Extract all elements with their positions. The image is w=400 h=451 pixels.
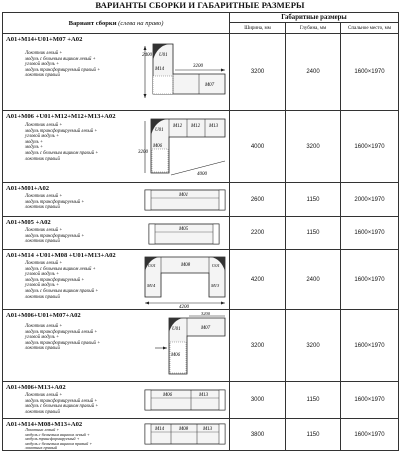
page-title: ВАРИАНТЫ СБОРКИ И ГАБАРИТНЫЕ РАЗМЕРЫ [95,0,305,10]
variant-description: Локотник левый + модуль с бельевым ящиком левый + угловой модуль + модуль трансформируемый + угловой модуль + модуль с бельевым ящиком правый + локотник правый [25,261,99,300]
width-value: 2600 [230,183,286,217]
svg-text:M13: M13 [211,283,220,288]
svg-text:M07: M07 [201,326,211,331]
variant-cell [3,183,230,217]
variant-description: Локотник левый + модуль трансформируемый левый + модуль с бельевым ящиком правый + локотник правый [25,393,99,415]
svg-text:M06: M06 [163,393,173,398]
layout-diagram [145,220,225,248]
variant-code: A01+M06+U01+M07+A02 [6,312,81,319]
table-row [3,217,399,250]
depth-value: 3200 [286,310,341,382]
sleep-value: 1600×1970 [341,382,399,419]
svg-text:M13: M13 [203,427,213,432]
sleep-value: 1600×1970 [341,111,399,183]
depth-value: 3200 [286,111,341,183]
svg-text:M08: M08 [179,427,189,432]
variant-code: A01+M14+M08+M13+A02 [6,421,83,428]
variant-code: A01+M06 +U01+M12+M12+M13+A02 [6,113,116,120]
svg-text:U01: U01 [155,128,164,133]
sleep-value: 1600×1970 [341,217,399,250]
width-value: 3000 [230,382,286,419]
table-row [3,34,399,111]
layout-diagram [143,312,229,380]
variant-code: A01+M14+U01+M07 +A02 [6,36,83,43]
width-value: 4200 [230,250,286,310]
variant-cell [3,34,230,111]
svg-text:M12: M12 [191,124,201,129]
width-value: 3200 [230,34,286,111]
depth-value: 2400 [286,250,341,310]
width-value: 4000 [230,111,286,183]
header-sleep: Спальное место, мм [341,23,399,34]
depth-value: 1150 [286,382,341,419]
layout-diagram [141,186,229,214]
width-value: 3200 [230,310,286,382]
sleep-value: 1600×1970 [341,310,399,382]
svg-text:M07: M07 [205,83,215,88]
svg-text:M01: M01 [179,193,189,198]
variant-cell [3,310,230,382]
table-row [3,183,399,217]
variant-description: Локотник левый + модуль трансформируемый левый + угловой модуль + модуль трансформируемый правый + локотник правый [25,324,101,352]
variant-code: A01+M06+M13+A02 [6,384,66,391]
depth-value: 1150 [286,419,341,451]
variant-code: A01+M01+A02 [6,185,50,192]
depth-value: 2400 [286,34,341,111]
dimension-label: 3200 [193,64,203,69]
layout-diagram [141,253,229,309]
layout-diagram [141,36,229,108]
variant-description: Локотник левый + модуль с бельевым ящиком левый + угловой модуль + модуль трансформируемый правый + локотник правый [25,51,101,79]
variant-code: A01+M14 +U01+M08 +U01+M13+A02 [6,252,116,259]
svg-text:M13: M13 [209,124,219,129]
svg-text:U01: U01 [212,263,220,268]
variant-code: A01+M05 +A02 [6,219,51,226]
variant-cell [3,250,230,310]
svg-text:M05: M05 [179,227,189,232]
variant-cell [3,111,230,183]
svg-text:M08: M08 [181,263,191,268]
svg-text:M14: M14 [155,67,165,72]
header-depth: Глубина, мм [286,23,341,34]
table-row [3,310,399,382]
svg-text:M06: M06 [171,353,181,358]
depth-value: 1150 [286,183,341,217]
header-width: Ширина, мм [230,23,286,34]
svg-text:U01: U01 [172,327,181,332]
layout-diagram [141,386,229,416]
variant-description: Локотник левый + модуль трансформируемый + локотник правый [25,228,85,245]
variant-description: Локотник левый + модуль трансформируемый левый + угловой модуль + модуль + модуль + модуль с бельевым ящиком правый + локотник правый [25,123,99,162]
table-row [3,250,399,310]
header-dimensions: Габаритные размеры [230,13,399,23]
dimension-label: 2400 [142,53,152,58]
variant-cell [3,217,230,250]
variant-cell [3,382,230,419]
svg-text:U01: U01 [148,263,156,268]
svg-text:M13: M13 [199,393,209,398]
dimension-label: 3200 [138,150,148,155]
variants-table [2,12,399,451]
header-variant: Вариант сборки (слева на право) [3,13,230,34]
header-variant-note: (слева на право) [118,19,164,27]
svg-text:M06: M06 [153,144,163,149]
svg-text:M12: M12 [173,124,183,129]
variant-description: Локотник левый + модуль трансформируемый + локотник правый [25,194,85,211]
layout-diagram [137,113,229,181]
width-value: 3800 [230,419,286,451]
table-row [3,382,399,419]
depth-value: 1150 [286,217,341,250]
sleep-value: 1600×1970 [341,34,399,111]
width-value: 2200 [230,217,286,250]
sleep-value: 1600×1970 [341,419,399,451]
svg-text:M14: M14 [147,283,156,288]
variant-cell [3,419,230,451]
table-row [3,419,399,451]
dimension-label: 4000 [197,172,207,177]
svg-text:M14: M14 [155,427,165,432]
svg-text:U01: U01 [159,53,168,58]
sleep-value: 1600×1970 [341,250,399,310]
variant-description: Локотник левый + модуль с бельевым ящиком левый + модуль трансформируемый + модуль с бельевым ящиком правый + локотник правый [25,427,93,451]
layout-diagram [141,422,229,448]
dimension-label: 4200 [179,305,189,309]
table-row [3,111,399,183]
dimension-label: 3200 [201,312,210,316]
sleep-value: 2000×1970 [341,183,399,217]
